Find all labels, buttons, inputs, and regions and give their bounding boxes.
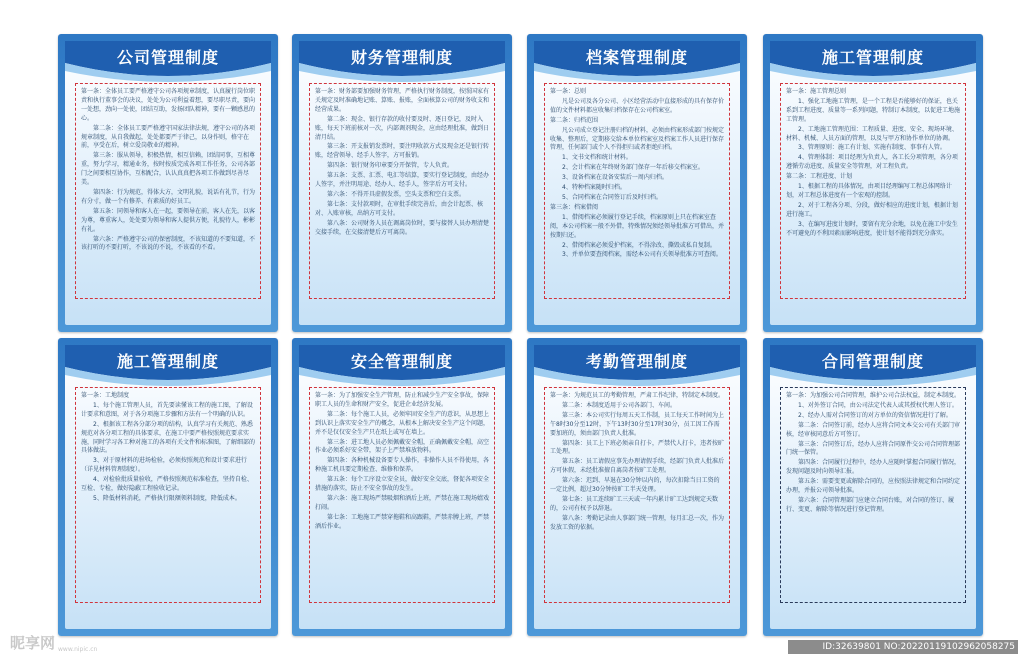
content-paragraph: 第三条：服从领导，积极热情，相互信赖，团结同事，互相尊重，努力学习，精通业务，按时按质完成各项工作任务，公司各部门之间要相互协作，互相配合，认认真真把各项工作做到尽善尽美。: [81, 152, 256, 187]
board-content: [780, 83, 966, 299]
content-paragraph: 第三条：本公司实行每周五天工作制，员工每天工作时间为上午8时30分至12时，下午13时30分至17时30分，员工因工作需要加班的，须由部门负责人批准。: [550, 411, 725, 437]
board-panel: [770, 345, 976, 629]
board-construction-management-b: [58, 338, 278, 636]
board-title: 财务管理制度: [350, 48, 453, 67]
board-construction-management-a: [763, 34, 983, 332]
board-content: [75, 83, 261, 299]
board-panel: [299, 41, 505, 325]
content-paragraph: 第六条：合同管理部门应建立合同台账，对合同的签订、履行、变更、解除等情况进行登记管理。: [786, 496, 955, 513]
content-paragraph: 第八条：公司财务人员在调离岗位时，要与接替人员办理清楚交接手续，在交接清楚后方可离岗。: [315, 219, 490, 236]
content-paragraph: 3、设备档案在设备安装后一周内归档。: [562, 174, 668, 182]
content-paragraph: 第五条：员工请假应事先办理请假手续，经部门负责人批准后方可休假，未经批准擅自离岗者按旷工处理。: [550, 458, 725, 475]
content-paragraph: 第六条：施工现场严禁吸烟和酒后上班，严禁在施工现场嬉戏打闹。: [315, 494, 490, 511]
content-paragraph: 4、特种档案随时归档。: [562, 184, 626, 192]
watermark-site-text: www.nipic.cn: [58, 646, 98, 653]
content-paragraph: 第六条：不得开具虚假发票，空头支票和空白支票。: [327, 190, 466, 198]
content-paragraph: 1、借阅档案必须履行登记手续，档案原则上只在档案室查阅，本公司档案一般不外借，特殊情况须经领导批准方可借出，并按期归还。: [550, 213, 725, 239]
content-paragraph: 第三条：开支报销发票时，要注明收款方式及现金还是银行转账，经营领导、经手人签字，方可报销。: [315, 143, 490, 160]
content-paragraph: 凡是公司及各分公司、小区经营活动中直接形成的具有保存价值的文件材料都应收集归档保存在公司档案室。: [550, 97, 725, 114]
content-paragraph: 第四条：银行财务印章要分开保管，专人负责。: [327, 162, 454, 170]
watermark-logo-text: 昵享网: [10, 634, 56, 652]
content-paragraph: 第六条：迟到、早退在30分钟以内的，每次扣除当日工资的一定比例，超过30分钟按旷工半天处理。: [550, 477, 720, 494]
content-paragraph: 第一条：财务部要加强财务管理，严格执行财务制度，按照国家有关规定及时准确地记账、算账、报账，全面核算公司的财务收支和经营成果。: [315, 88, 490, 113]
content-paragraph: 第二条：本制度适用于公司各部门、车间。: [562, 401, 677, 409]
board-company-management: [58, 34, 278, 332]
content-paragraph: 1、强化工地施工管理，是一个工程是否能够好的保证，也关系到工程进度、质量等一系列问题，特制订本制度，以促进工地施工管理。: [786, 97, 961, 123]
watermark-id: ID:32639801 NO:20220119102962058275: [788, 640, 1018, 654]
content-paragraph: 1、根据工程的具体情况，由项目经理编写工程总体网络计划，对工程总体进度有一个宏观的控制。: [786, 183, 952, 199]
content-paragraph: 1、每个施工管理人员，首先要读懂该工程的施工图，了解设计要求和意图，对于各分项施工步骤和方法有一个明确的认识。: [81, 401, 253, 418]
board-content: [75, 387, 261, 603]
board-content: [309, 83, 495, 299]
content-paragraph: 第七条：工地施工严禁穿拖鞋和高跟鞋，严禁赤膊上班，严禁酒后作业。: [315, 513, 490, 530]
content-paragraph: 第四条：行为规范，得体大方，文明礼貌，说话有礼节，行为有分寸，做一个有修养、有素质的好员工。: [81, 188, 256, 205]
board-content: [544, 83, 730, 299]
content-paragraph: 第一条：为加强公司合同管理，维护公司合法权益，制定本制度。: [786, 392, 961, 399]
content-paragraph: 第一条：总则: [550, 88, 587, 95]
board-panel: [299, 345, 505, 629]
content-paragraph: 2、会计档案在年终财务部门保存一年后移交档案室。: [562, 164, 704, 172]
board-title: 档案管理制度: [585, 48, 688, 67]
board-content: [780, 387, 966, 603]
content-paragraph: 2、经办人需对合同签订的对方单位的资信情况进行了解。: [798, 411, 952, 419]
content-paragraph: 第一条：工地制度: [81, 392, 130, 399]
content-paragraph: 5、降低材料消耗，严格执行限额领料制度，降低成本。: [93, 494, 241, 502]
board-safety-management: [292, 338, 512, 636]
board-finance-management: [292, 34, 512, 332]
content-paragraph: 第一条：全体员工要严格遵守公司各项规章制度，认真履行岗位职责和执行董事会的决议，处处为公司利益着想，要尽职尽责，要向一处想，劲向一处使，团结互助，发扬团队精神，要有一颗感恩的心。: [81, 88, 256, 122]
watermark-logo-icon: [8, 632, 102, 654]
content-paragraph: 第二条：现金、银行存款的收付要及时、逐日登记，及时入账，每天下班前核对一次，内部调剂现金，应由经理批准，做到日清月结。: [315, 115, 490, 141]
content-paragraph: 第二条：每个施工人员，必须牢固安全生产的意识，从思想上到认识上落实安全生产的概念，从根本上解决安全生产这个问题，并不是仅仅安全生产只在纸上或写在墙上。: [315, 410, 490, 436]
board-attendance-management: [527, 338, 747, 636]
content-paragraph: 3、对于原材料的进场检验，必须按照规范和设计要求进行（详见材料管理制度）。: [81, 457, 247, 474]
content-paragraph: 1、对外签订合同，由公司法定代表人或其授权代理人签订。: [798, 401, 958, 409]
content-paragraph: 3、并单位要查阅档案，需经本公司有关领导批准方可查阅。: [562, 251, 722, 259]
content-paragraph: 第四条：员工上下班必须亲自打卡，严禁代人打卡，违者按旷工处理。: [550, 439, 725, 456]
content-paragraph: 3、管理原则：施工有计划、实施有制度、事事有人管。: [798, 144, 946, 152]
content-paragraph: 第三条：合同签订后，经办人应将合同原件交公司合同管理部门统一保管。: [786, 440, 961, 457]
content-paragraph: 第一条：为规范员工的考勤管理，严肃工作纪律，特制定本制度。: [550, 392, 725, 399]
content-paragraph: 第四条：合同履行过程中，经办人应随时掌握合同履行情况，发现问题及时向领导汇报。: [786, 459, 961, 476]
content-paragraph: 第二条：全体员工要严格遵守国家法律法规，遵守公司的各项规章制度，从自我做起，处处都要严于律己，以身作则，格守在前，享受在后，树立爱岗敬业的精神。: [81, 124, 256, 150]
content-paragraph: 第七条：员工连续旷工三天或一年内累计旷工达到规定天数的，公司有权予以辞退。: [550, 495, 719, 512]
board-title: 合同管理制度: [821, 352, 924, 371]
content-paragraph: 2、根据该工程各分部分项的结构，认真学习有关规范、熟悉规范对各分项工程的具体要求，在施工中要严格按照规范要求实施，同时学习各工种对施工的各项有关文件和标准图，了解细部的具体做法。: [81, 420, 256, 455]
content-paragraph: 第二条：合同签订前，经办人应将合同文本交公司有关部门审核，经审核同意后方可签订。: [786, 421, 961, 438]
content-paragraph: 第五条：同领导和客人在一起，要领导在前，客人在先，以客为尊，尊重客人，处处要为领导和客人提供方便，礼貌待人，彬彬有礼。: [81, 207, 256, 233]
content-paragraph: 第三条：档案借阅: [550, 203, 599, 211]
board-title: 施工管理制度: [821, 48, 924, 67]
content-paragraph: 4、管理体制：项目经理为负责人，各工长分项管理，各分项遵循劳动进度、质量安全等管理，对工程负责。: [786, 154, 958, 171]
content-paragraph: 3、在编写进度计划时，要留有充分余地，以免在施工中发生不可避免的不利因素而影响进度，使计划不能得到充分落实。: [786, 220, 958, 237]
content-paragraph: 第一条：施工管理总则: [786, 88, 847, 95]
content-paragraph: 第三条：进工地人员必须佩戴安全帽，正确佩戴安全帽，高空作业必须系好安全带，架子上严禁堆放物料。: [315, 438, 490, 455]
board-panel: [534, 41, 740, 325]
content-paragraph: 2、工地施工管理范围：工程质量、进度、安全、现场环境、材料、机械、人员方面的管理，以及与甲方和协作单位的协调。: [786, 125, 958, 142]
board-title: 公司管理制度: [116, 48, 219, 67]
content-paragraph: 第二条：工程进度、计划: [786, 173, 853, 181]
board-title: 安全管理制度: [350, 352, 453, 371]
board-contract-management: [763, 338, 983, 636]
board-archive-management: [527, 34, 747, 332]
content-paragraph: 5、合同档案在合同签订后及时归档。: [562, 193, 662, 201]
content-paragraph: 第四条：各种机械设备要专人操作，非操作人员不得使用，各种施工机具要定期检查、维修和保养。: [315, 457, 490, 474]
board-panel: [770, 41, 976, 325]
content-paragraph: 4、对检验批质量验收，严格按照规范标准检查，坚持自检、互检、专检，做好隐蔽工程验收记录。: [81, 476, 253, 493]
content-paragraph: 第五条：支票、汇票、电汇等结算，要实行登记制度，由经办人签字，并注明用途、经办人、经手人，签字后方可支付。: [315, 172, 490, 189]
content-paragraph: 2、对于工程各分项、分段，做好相应的进度计划，根据计划进行施工。: [786, 201, 958, 218]
content-paragraph: 第五条：每个工序设立安全员，做好安全交底，督促各项安全措施的落实，防止不安全事故的发生。: [315, 476, 490, 493]
board-title: 考勤管理制度: [585, 352, 688, 371]
board-content: [544, 387, 730, 603]
board-panel: [65, 41, 271, 325]
content-paragraph: 凡公司成立登记注册归档的材料，必须由档案形成部门按规定收集、整理后，定期移交给本单位档案室及档案工作人员进行保存管理，任何部门或个人不得拒归或者拒绝归档。: [550, 126, 725, 152]
content-paragraph: 1、文书文档和统计材料。: [562, 154, 632, 162]
content-paragraph: 2、借阅档案必须爱护档案，不得涂改、撕毁或私自复制。: [562, 241, 716, 249]
content-paragraph: 第二条：归档范围: [550, 116, 599, 124]
content-paragraph: 第五条：需要变更或解除合同的，应按照法律规定和合同约定办理，并报公司领导批准。: [786, 478, 961, 495]
content-paragraph: 第六条：严格遵守公司的保密制度，不该知道的不要知道，不该打听的不要打听，不该说的不说，不该看的不看。: [81, 235, 256, 252]
board-panel: [65, 345, 271, 629]
board-panel: [534, 345, 740, 629]
board-title: 施工管理制度: [116, 352, 219, 371]
content-paragraph: 第一条：为了加强安全生产管理，防止和减少生产安全事故，保障职工人员的生命和财产安全，促进企业经济发展。: [315, 392, 490, 408]
content-paragraph: 第八条：考勤记录由人事部门统一管理，每月汇总一次，作为发放工资的依据。: [550, 514, 725, 531]
content-paragraph: 第七条：支付款项时，在审批手续完善后，由会计起票、核对、入账审核，出纳方可支付。: [315, 200, 484, 217]
board-content: [309, 387, 495, 603]
